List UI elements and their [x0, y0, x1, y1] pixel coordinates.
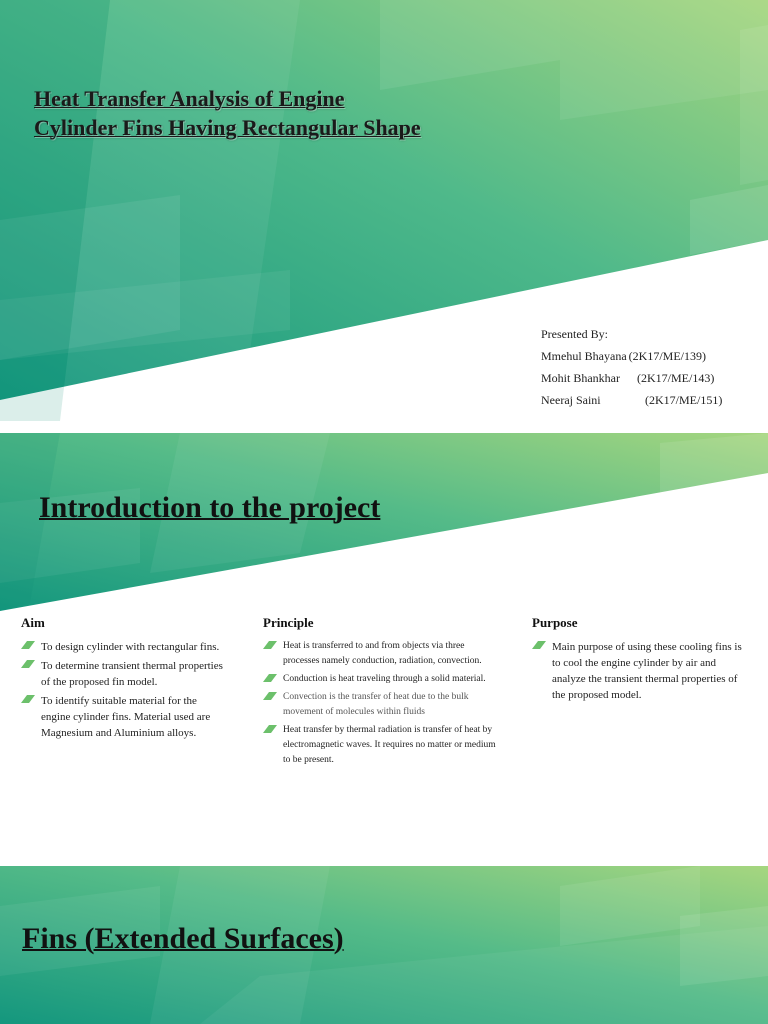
list-item	[21, 658, 226, 690]
aim-item-text: To determine transient thermal properties of the proposed fin model.	[41, 660, 223, 688]
principle-list	[263, 639, 498, 768]
presenter-row	[541, 389, 722, 411]
purpose-column	[532, 615, 742, 706]
list-item	[532, 639, 742, 703]
principle-item-text: Convection is the transfer of heat due to the bulk movement of molecules within fluids	[283, 692, 469, 717]
list-item	[263, 639, 498, 669]
aim-item-text: To design cylinder with rectangular fins.	[41, 641, 220, 653]
title-line-2: Cylinder Fins Having Rectangular Shape	[34, 115, 421, 140]
purpose-item-text: Main purpose of using these cooling fins is to cool the engine cylinder by air and analyze the transient thermal properties of the proposed model.	[552, 641, 742, 701]
presented-by-label: Presented By:	[541, 327, 608, 341]
principle-item-text: Heat is transferred to and from objects via three processes namely conduction, radiation, convection.	[283, 641, 482, 666]
principle-heading: Principle	[263, 615, 314, 630]
aim-column	[21, 615, 226, 744]
fins-slide	[0, 866, 768, 1024]
principle-item-text: Conduction is heat traveling through a solid material.	[283, 674, 486, 684]
bullet-icon	[263, 674, 277, 682]
aim-list	[21, 639, 226, 741]
title-slide	[0, 0, 768, 421]
list-item	[21, 639, 226, 655]
list-item	[263, 723, 498, 768]
presenter-name: Mohit Bhankhar	[541, 371, 620, 385]
slide-title: Introduction to the project	[39, 491, 381, 524]
bullet-icon	[263, 641, 277, 649]
bullet-icon	[263, 725, 277, 733]
presenter-name: Mmehul Bhayana	[541, 349, 627, 363]
list-item	[21, 693, 226, 741]
presenter-roll: (2K17/ME/143)	[637, 371, 715, 385]
purpose-heading: Purpose	[532, 615, 578, 630]
bullet-icon	[263, 692, 277, 700]
aim-item-text: To identify suitable material for the engine cylinder fins. Material used are Magnesium and Aluminium alloys.	[41, 695, 211, 739]
slide-title: Fins (Extended Surfaces)	[22, 922, 344, 955]
presenters-block	[541, 323, 722, 411]
presenter-roll: (2K17/ME/151)	[645, 393, 723, 407]
purpose-list	[532, 639, 742, 703]
introduction-slide	[0, 433, 768, 853]
bullet-icon	[21, 660, 35, 668]
principle-item-text: Heat transfer by thermal radiation is transfer of heat by electromagnetic waves. It requires no matter or medium to be present.	[283, 725, 496, 765]
presenter-name: Neeraj Saini	[541, 393, 601, 407]
presenter-roll: (2K17/ME/139)	[628, 349, 706, 363]
presenter-row	[541, 345, 722, 367]
principle-column	[263, 615, 498, 771]
presenter-row	[541, 367, 722, 389]
bullet-icon	[532, 641, 546, 649]
bullet-icon	[21, 641, 35, 649]
list-item	[263, 690, 498, 720]
aim-heading: Aim	[21, 615, 45, 630]
title-line-1: Heat Transfer Analysis of Engine	[34, 86, 345, 111]
presentation-title	[34, 84, 514, 142]
bullet-icon	[21, 695, 35, 703]
list-item	[263, 672, 498, 687]
